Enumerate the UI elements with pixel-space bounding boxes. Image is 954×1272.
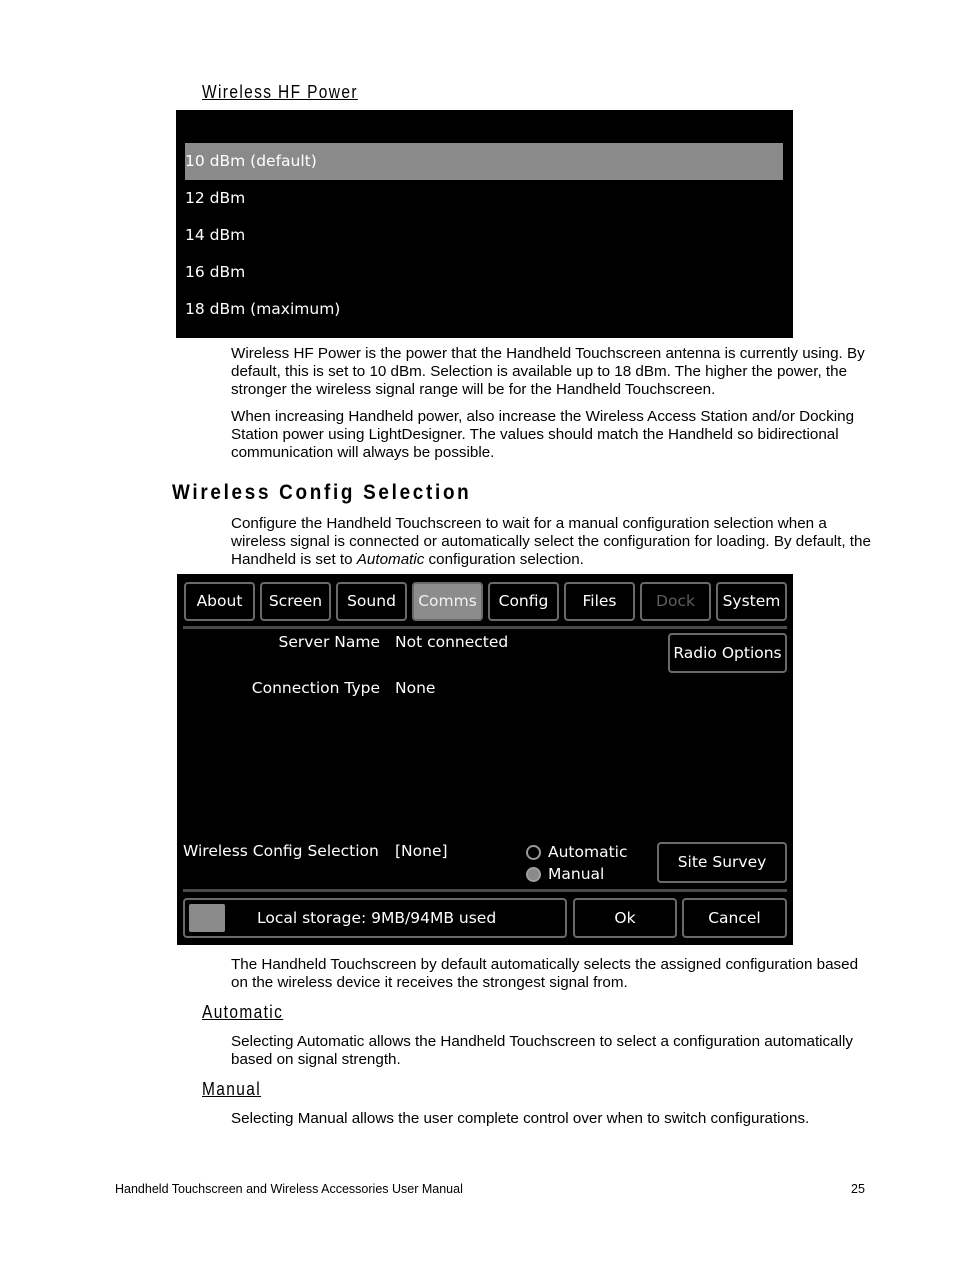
radio-automatic-label[interactable]: Automatic (548, 843, 628, 861)
tab-config[interactable]: Config (488, 582, 559, 621)
manual-subheading: Manual (202, 1079, 262, 1099)
hf-option-label: 14 dBm (185, 226, 246, 244)
automatic-paragraph: Selecting Automatic allows the Handheld Touchscreen to select a configuration automatically based on signal strength. (231, 1033, 853, 1068)
server-name-value: Not connected (395, 633, 509, 651)
hf-option-18dbm[interactable] (185, 291, 783, 328)
ok-button[interactable]: Ok (573, 898, 677, 938)
radio-manual-label[interactable]: Manual (548, 865, 605, 883)
tab-about[interactable]: About (184, 582, 255, 621)
tab-sound[interactable]: Sound (336, 582, 407, 621)
hf-power-screenshot (176, 110, 793, 338)
footer-title: Handheld Touchscreen and Wireless Accessories User Manual (115, 1182, 463, 1196)
config-italic: Automatic (356, 551, 425, 568)
hf-option-label: 12 dBm (185, 189, 246, 207)
config-paragraph-2: The Handheld Touchscreen by default automatically selects the assigned configuration based on the wireless device it receives the strongest signal from. (231, 956, 859, 991)
server-name-label: Server Name (278, 633, 380, 651)
config-description (231, 956, 871, 992)
tab-files[interactable]: Files (564, 582, 635, 621)
tab-divider (183, 626, 787, 629)
hf-option-12dbm[interactable] (185, 180, 783, 217)
hf-option-10dbm[interactable] (185, 143, 783, 180)
comms-screenshot (177, 574, 793, 945)
page-number: 25 (851, 1182, 865, 1196)
storage-bar (183, 898, 567, 938)
connection-type-label: Connection Type (251, 679, 380, 697)
bottom-divider (183, 889, 787, 892)
hf-option-label: 18 dBm (maximum) (185, 300, 341, 318)
manual-description (231, 1110, 871, 1128)
config-intro (231, 515, 871, 569)
config-paragraph-1 (231, 515, 871, 569)
hf-description (231, 345, 871, 462)
automatic-subheading: Automatic (202, 1002, 284, 1022)
config-text: configuration selection. (424, 551, 584, 568)
storage-indicator (189, 904, 225, 932)
hf-paragraph-2: When increasing Handheld power, also increase the Wireless Access Station and/or Docking Station power using LightDesigner. The values should match the Handheld so bidirectional communication will always be possible. (231, 408, 855, 461)
config-section-heading: Wireless Config Selection (172, 481, 472, 504)
manual-paragraph: Selecting Manual allows the user complete control over when to switch configurations. (231, 1110, 810, 1127)
hf-option-16dbm[interactable] (185, 254, 783, 291)
cancel-button[interactable]: Cancel (682, 898, 787, 938)
wireless-config-value: [None] (395, 842, 448, 860)
hf-power-subheading: Wireless HF Power (202, 82, 358, 102)
automatic-description (231, 1033, 871, 1069)
tab-comms[interactable]: Comms (412, 582, 483, 621)
config-text: Configure the Handheld Touchscreen to wait for a manual configuration selection when a wireless signal is connected or automatically select the configuration for loading. By default, the Handheld is set to (231, 515, 871, 568)
radio-options-button[interactable]: Radio Options (668, 633, 787, 673)
site-survey-button[interactable]: Site Survey (657, 842, 787, 883)
hf-option-label: 16 dBm (185, 263, 246, 281)
hf-option-14dbm[interactable] (185, 217, 783, 254)
connection-type-value: None (395, 679, 436, 697)
hf-option-label: 10 dBm (default) (185, 152, 317, 170)
wireless-config-label: Wireless Config Selection (183, 842, 379, 860)
tab-dock[interactable]: Dock (640, 582, 711, 621)
tab-screen[interactable]: Screen (260, 582, 331, 621)
hf-paragraph-1: Wireless HF Power is the power that the Handheld Touchscreen antenna is currently using. By default, this is set to 10 dBm. Selection is available up to 18 dBm. The higher the power, the stronger the wireless signal range will be for the Handheld Touchscreen. (231, 345, 865, 398)
storage-text: Local storage: 9MB/94MB used (257, 909, 497, 927)
radio-manual[interactable] (526, 867, 541, 882)
radio-automatic[interactable] (526, 845, 541, 860)
tab-system[interactable]: System (716, 582, 787, 621)
